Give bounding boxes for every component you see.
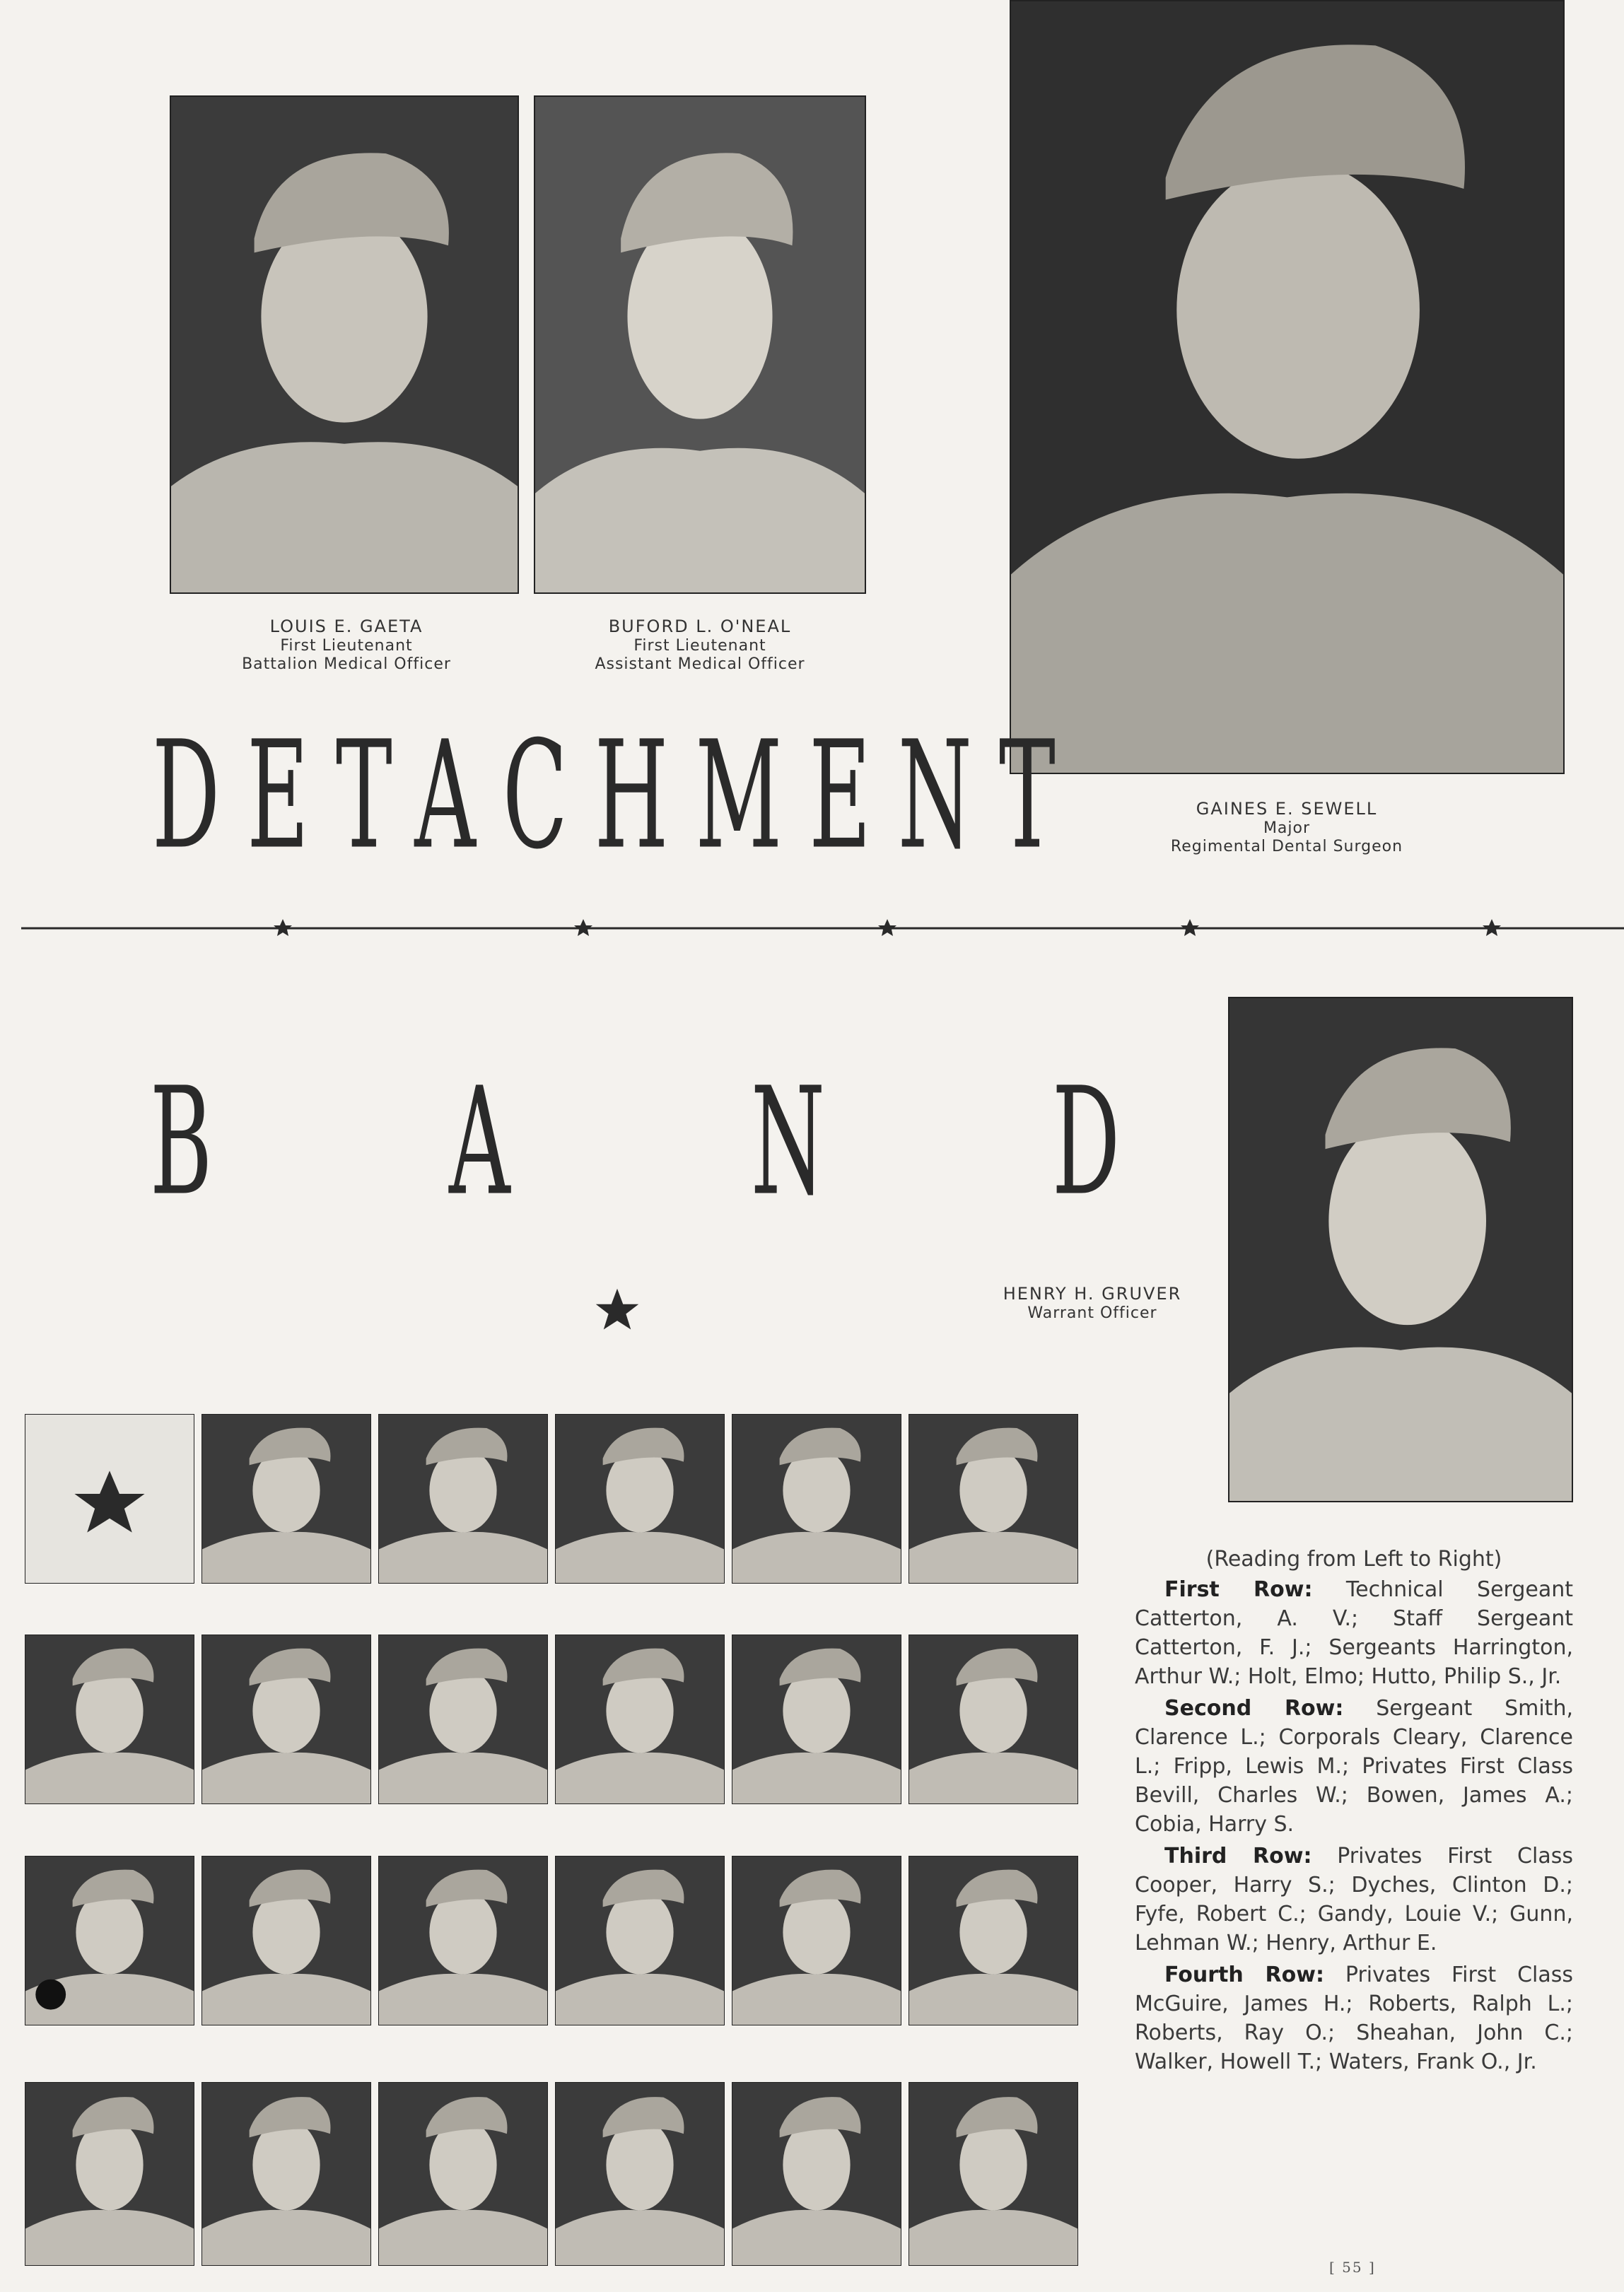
member-photo: [201, 2082, 371, 2266]
portrait-photo: [1011, 1, 1563, 773]
legend-row-3: [1135, 1842, 1573, 1958]
member-photo: [732, 1856, 901, 2025]
member-photo: [555, 2082, 725, 2266]
portrait-photo: [171, 97, 518, 592]
title-band-n: N: [751, 1057, 825, 1229]
member-photo: [732, 1414, 901, 1584]
officer-rank: First Lieutenant: [280, 636, 413, 655]
grid-star-cell: [25, 1414, 194, 1584]
row-label: Second Row:: [1164, 1696, 1344, 1721]
caption-sewell: [1145, 799, 1428, 857]
officer-name: GAINES E. SEWELL: [1196, 799, 1378, 819]
member-photo: [909, 1414, 1078, 1584]
title-band-d: D: [1052, 1057, 1121, 1229]
row-names: Privates First Class McGuire, James H.; Roberts, Ralph L.; Roberts, Ray O.; Sheahan, John C.; Walker, Howell T.; Waters, Frank O., Jr.: [1135, 1963, 1574, 2074]
member-photo: [25, 2082, 194, 2266]
member-photo: [378, 1414, 548, 1584]
title-band-b: B: [150, 1057, 213, 1229]
star-icon: [25, 1415, 194, 1583]
row-names: Privates First Class Cooper, Harry S.; Dyches, Clinton D.; Fyfe, Robert C.; Gandy, Louie V.; Gunn, Lehman W.; Henry, Arthur E.: [1135, 1844, 1573, 1955]
legend-row-2: [1135, 1694, 1573, 1839]
row-names: Sergeant Smith, Clarence L.; Corporals Cleary, Clarence L.; Fripp, Lewis M.; Privates First Class Bevill, Charles W.; Bowen, James A.; Cobia, Harry S.: [1135, 1696, 1573, 1837]
member-photo: [909, 1856, 1078, 2025]
officer-name: HENRY H. GRUVER: [1003, 1284, 1182, 1304]
star-icon: [592, 1287, 642, 1333]
band-roster-legend: [1135, 1545, 1573, 2079]
member-photo: [25, 1635, 194, 1804]
member-photo: [201, 1856, 371, 2025]
member-photo: [909, 2082, 1078, 2266]
officer-role: Regimental Dental Surgeon: [1170, 838, 1403, 856]
member-photo: [378, 1635, 548, 1804]
legend-heading: (Reading from Left to Right): [1205, 1547, 1502, 1572]
title-band-a: A: [449, 1057, 510, 1229]
officer-role: Assistant Medical Officer: [595, 655, 805, 674]
portrait-gaeta: [170, 95, 519, 594]
officer-rank: Major: [1263, 819, 1311, 837]
member-photo: [25, 1856, 194, 2025]
officer-rank: Warrant Officer: [1027, 1304, 1157, 1322]
title-detachment: DETACHMENT: [152, 711, 1082, 883]
member-photo: [555, 1635, 725, 1804]
caption-gruver: [976, 1284, 1209, 1323]
legend-row-4: [1135, 1960, 1573, 2076]
caption-gaeta: [205, 616, 488, 674]
member-photo: [378, 2082, 548, 2266]
caption-oneal: [559, 616, 841, 674]
legend-row-1: [1135, 1575, 1573, 1691]
page-number: [ 55 ]: [1329, 2259, 1376, 2276]
row-label: Third Row:: [1164, 1844, 1312, 1869]
row-label: First Row:: [1164, 1577, 1313, 1602]
member-photo: [732, 2082, 901, 2266]
portrait-gruver: [1228, 997, 1573, 1502]
member-photo: [555, 1856, 725, 2025]
star-divider: [21, 919, 1624, 937]
portrait-photo: [535, 97, 865, 592]
portrait-oneal: [534, 95, 866, 594]
row-names: Technical Sergeant Catterton, A. V.; Staff Sergeant Catterton, F. J.; Sergeants Harrington, Arthur W.; Holt, Elmo; Hutto, Philip S., Jr.: [1135, 1577, 1573, 1689]
member-photo: [909, 1635, 1078, 1804]
officer-rank: First Lieutenant: [633, 636, 766, 655]
portrait-photo: [1229, 998, 1572, 1501]
member-photo: [378, 1856, 548, 2025]
officer-name: BUFORD L. O'NEAL: [608, 616, 792, 636]
row-label: Fourth Row:: [1164, 1963, 1324, 1987]
portrait-sewell: [1010, 0, 1565, 774]
member-photo: [201, 1635, 371, 1804]
member-photo: [201, 1414, 371, 1584]
member-photo: [732, 1635, 901, 1804]
member-photo: [555, 1414, 725, 1584]
officer-name: LOUIS E. GAETA: [269, 616, 423, 636]
officer-role: Battalion Medical Officer: [242, 655, 451, 674]
